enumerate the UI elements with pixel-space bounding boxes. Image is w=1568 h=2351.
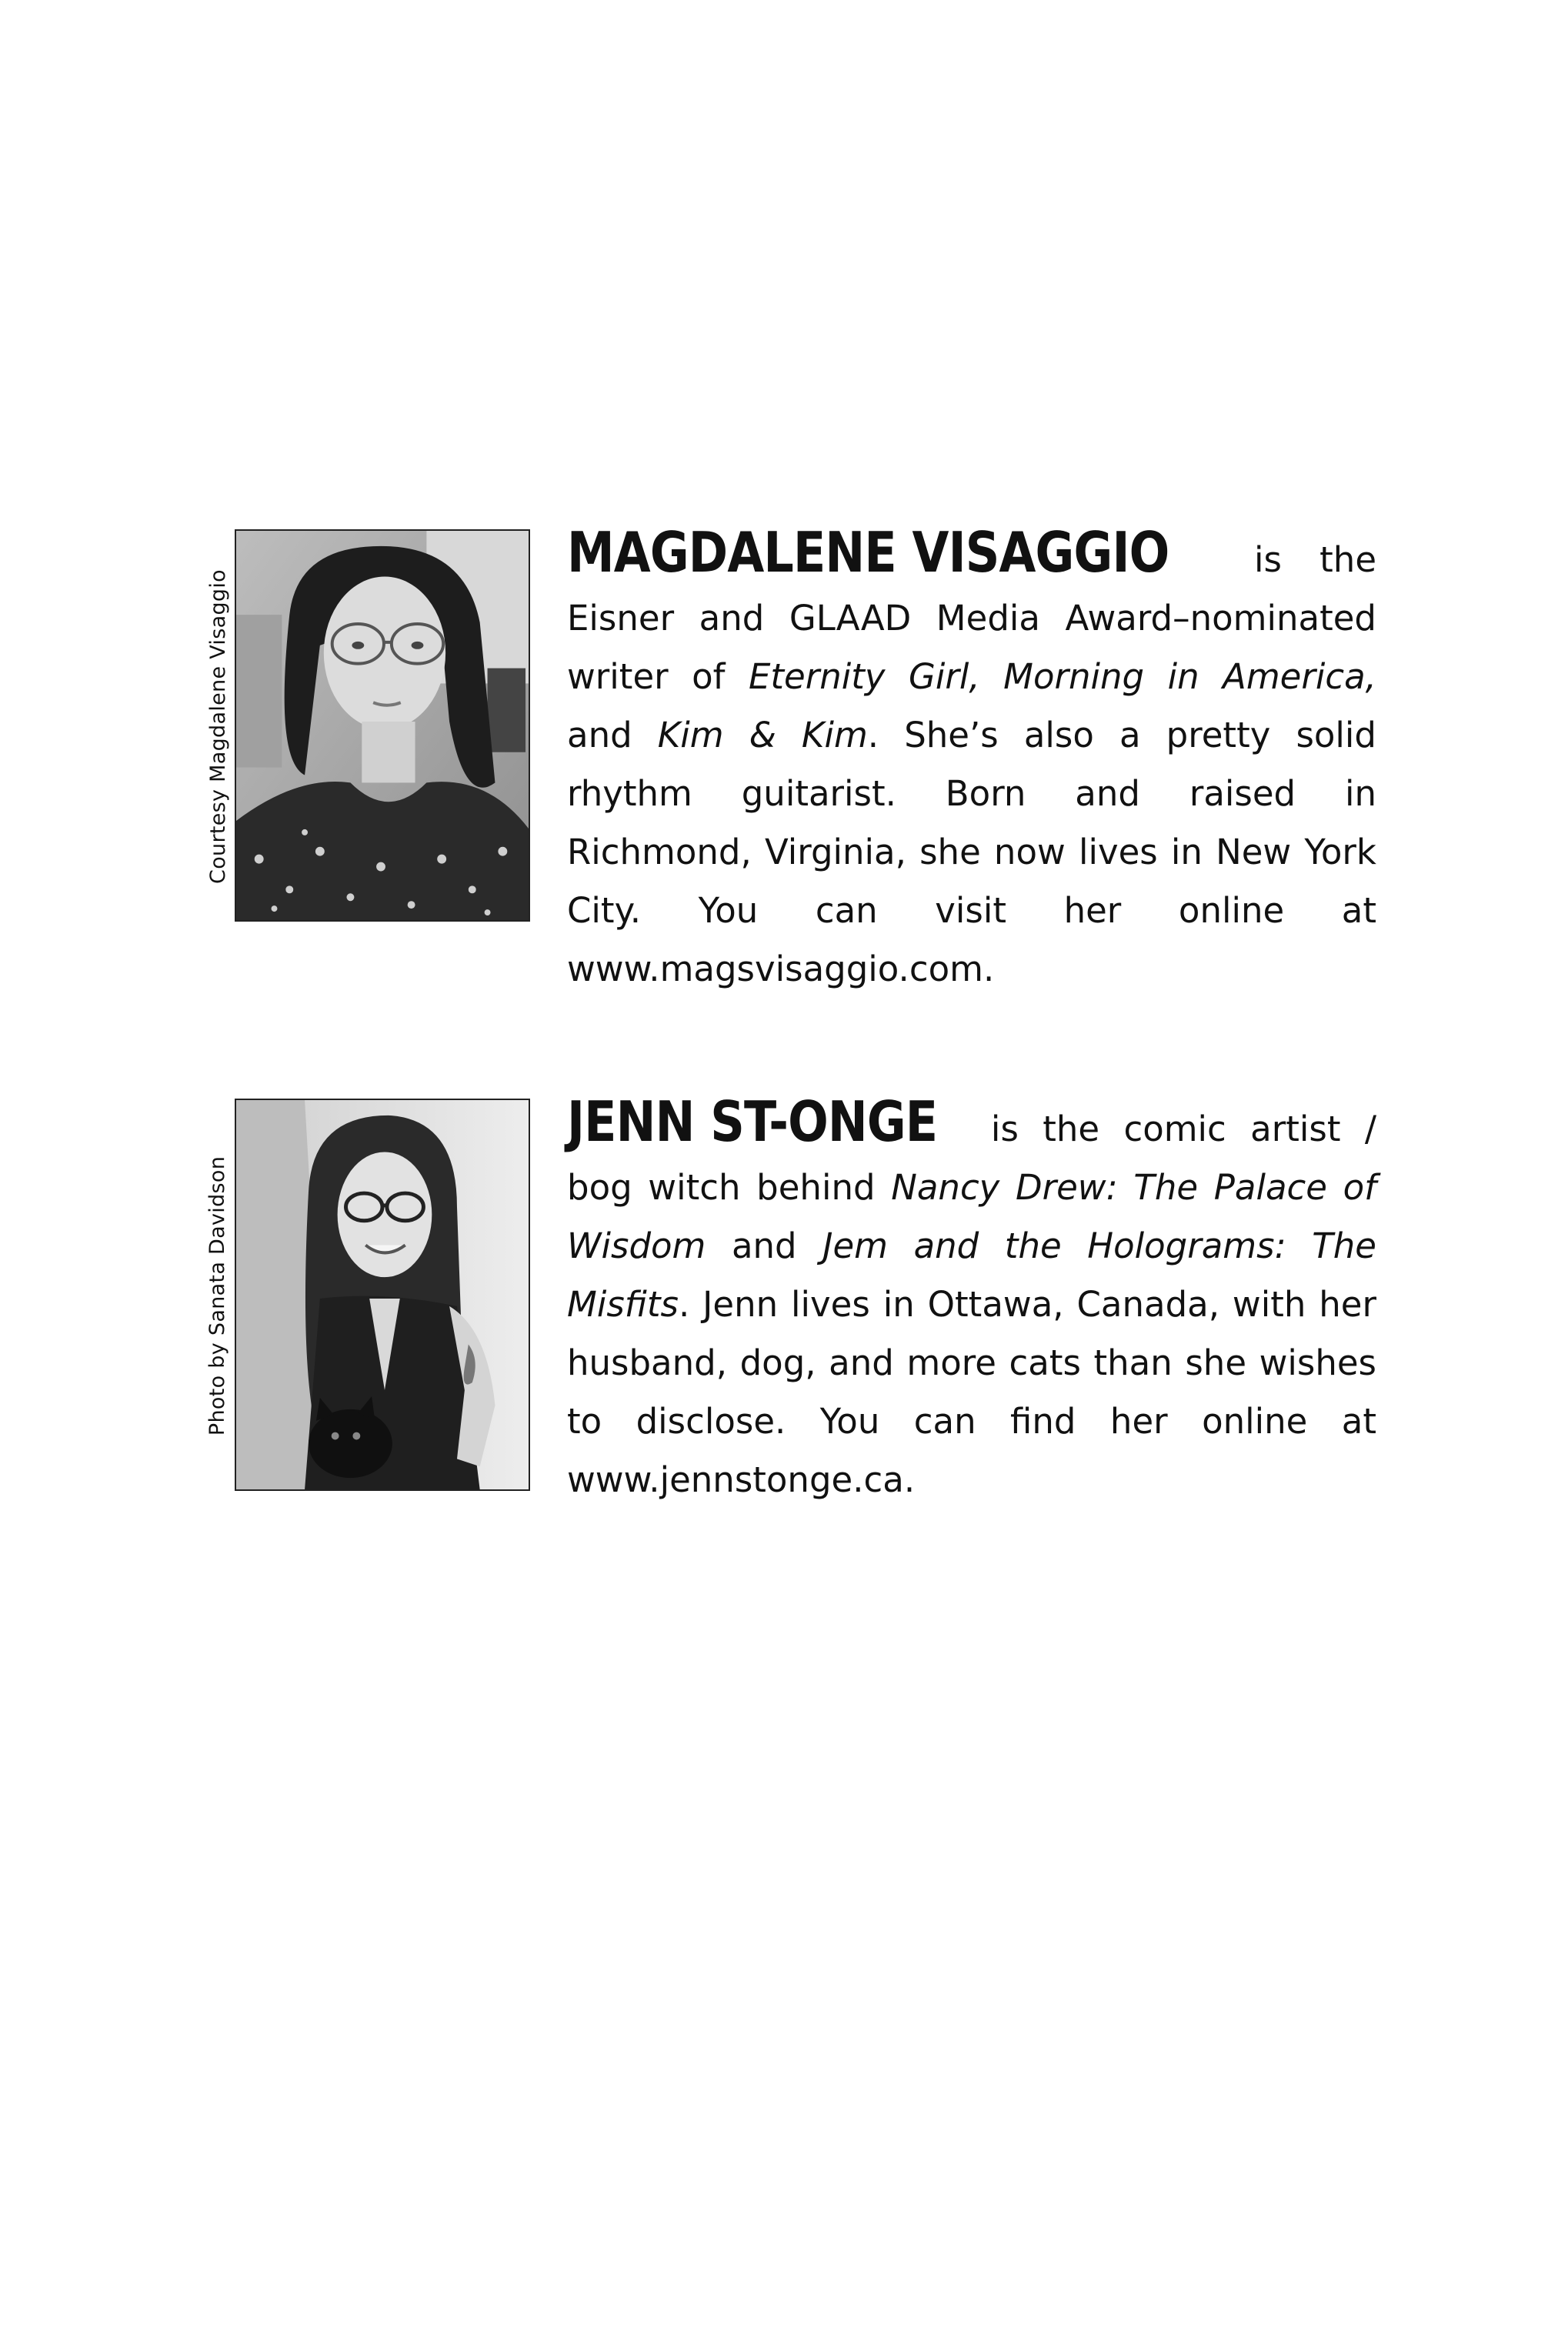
photo-credit-text: Courtesy Magdalene Visaggio xyxy=(205,569,230,884)
bio-segment: is the comic artist / bog witch behind xyxy=(567,1109,1376,1208)
bio-title-italic: Nancy Drew: The Palace of Wisdom xyxy=(567,1167,1376,1266)
author-photo-magdalene xyxy=(235,529,530,922)
author-name: MAGDALENE VISAGGIO xyxy=(567,520,1169,585)
bio-segment: . Jenn lives in Ottawa, Canada, with her husband, dog, and more cats than she wishes to disclose. You can find her online at www.jennstonge.ca. xyxy=(567,1284,1376,1500)
bio-text-jenn xyxy=(567,1089,1376,1509)
bio-segment: and xyxy=(706,1226,823,1266)
bio-title-italic: Jem and the Holograms: The Misfits xyxy=(567,1226,1376,1325)
bio-segment: . She’s also a pretty solid rhythm guitarist. Born and raised in Richmond, Virginia, she now lives in New York City. You can visit her online at www.magsvisaggio.com. xyxy=(567,715,1376,989)
author-photo-jenn xyxy=(235,1099,530,1491)
bio-title-italic: Kim & Kim xyxy=(657,715,868,755)
author-name: JENN ST-ONGE xyxy=(567,1089,938,1154)
bio-segment: and xyxy=(567,715,658,755)
photo-credit-text: Photo by Sanata Davidson xyxy=(205,1155,230,1436)
bio-title-italic: Eternity Girl, Morning in America, xyxy=(748,656,1376,697)
photo-credit xyxy=(199,529,237,923)
bio-text-magdalene xyxy=(567,520,1376,999)
bio-segment: is the Eisner and GLAAD Media Award–nominated writer of xyxy=(567,539,1376,697)
photo-credit xyxy=(199,1099,237,1492)
